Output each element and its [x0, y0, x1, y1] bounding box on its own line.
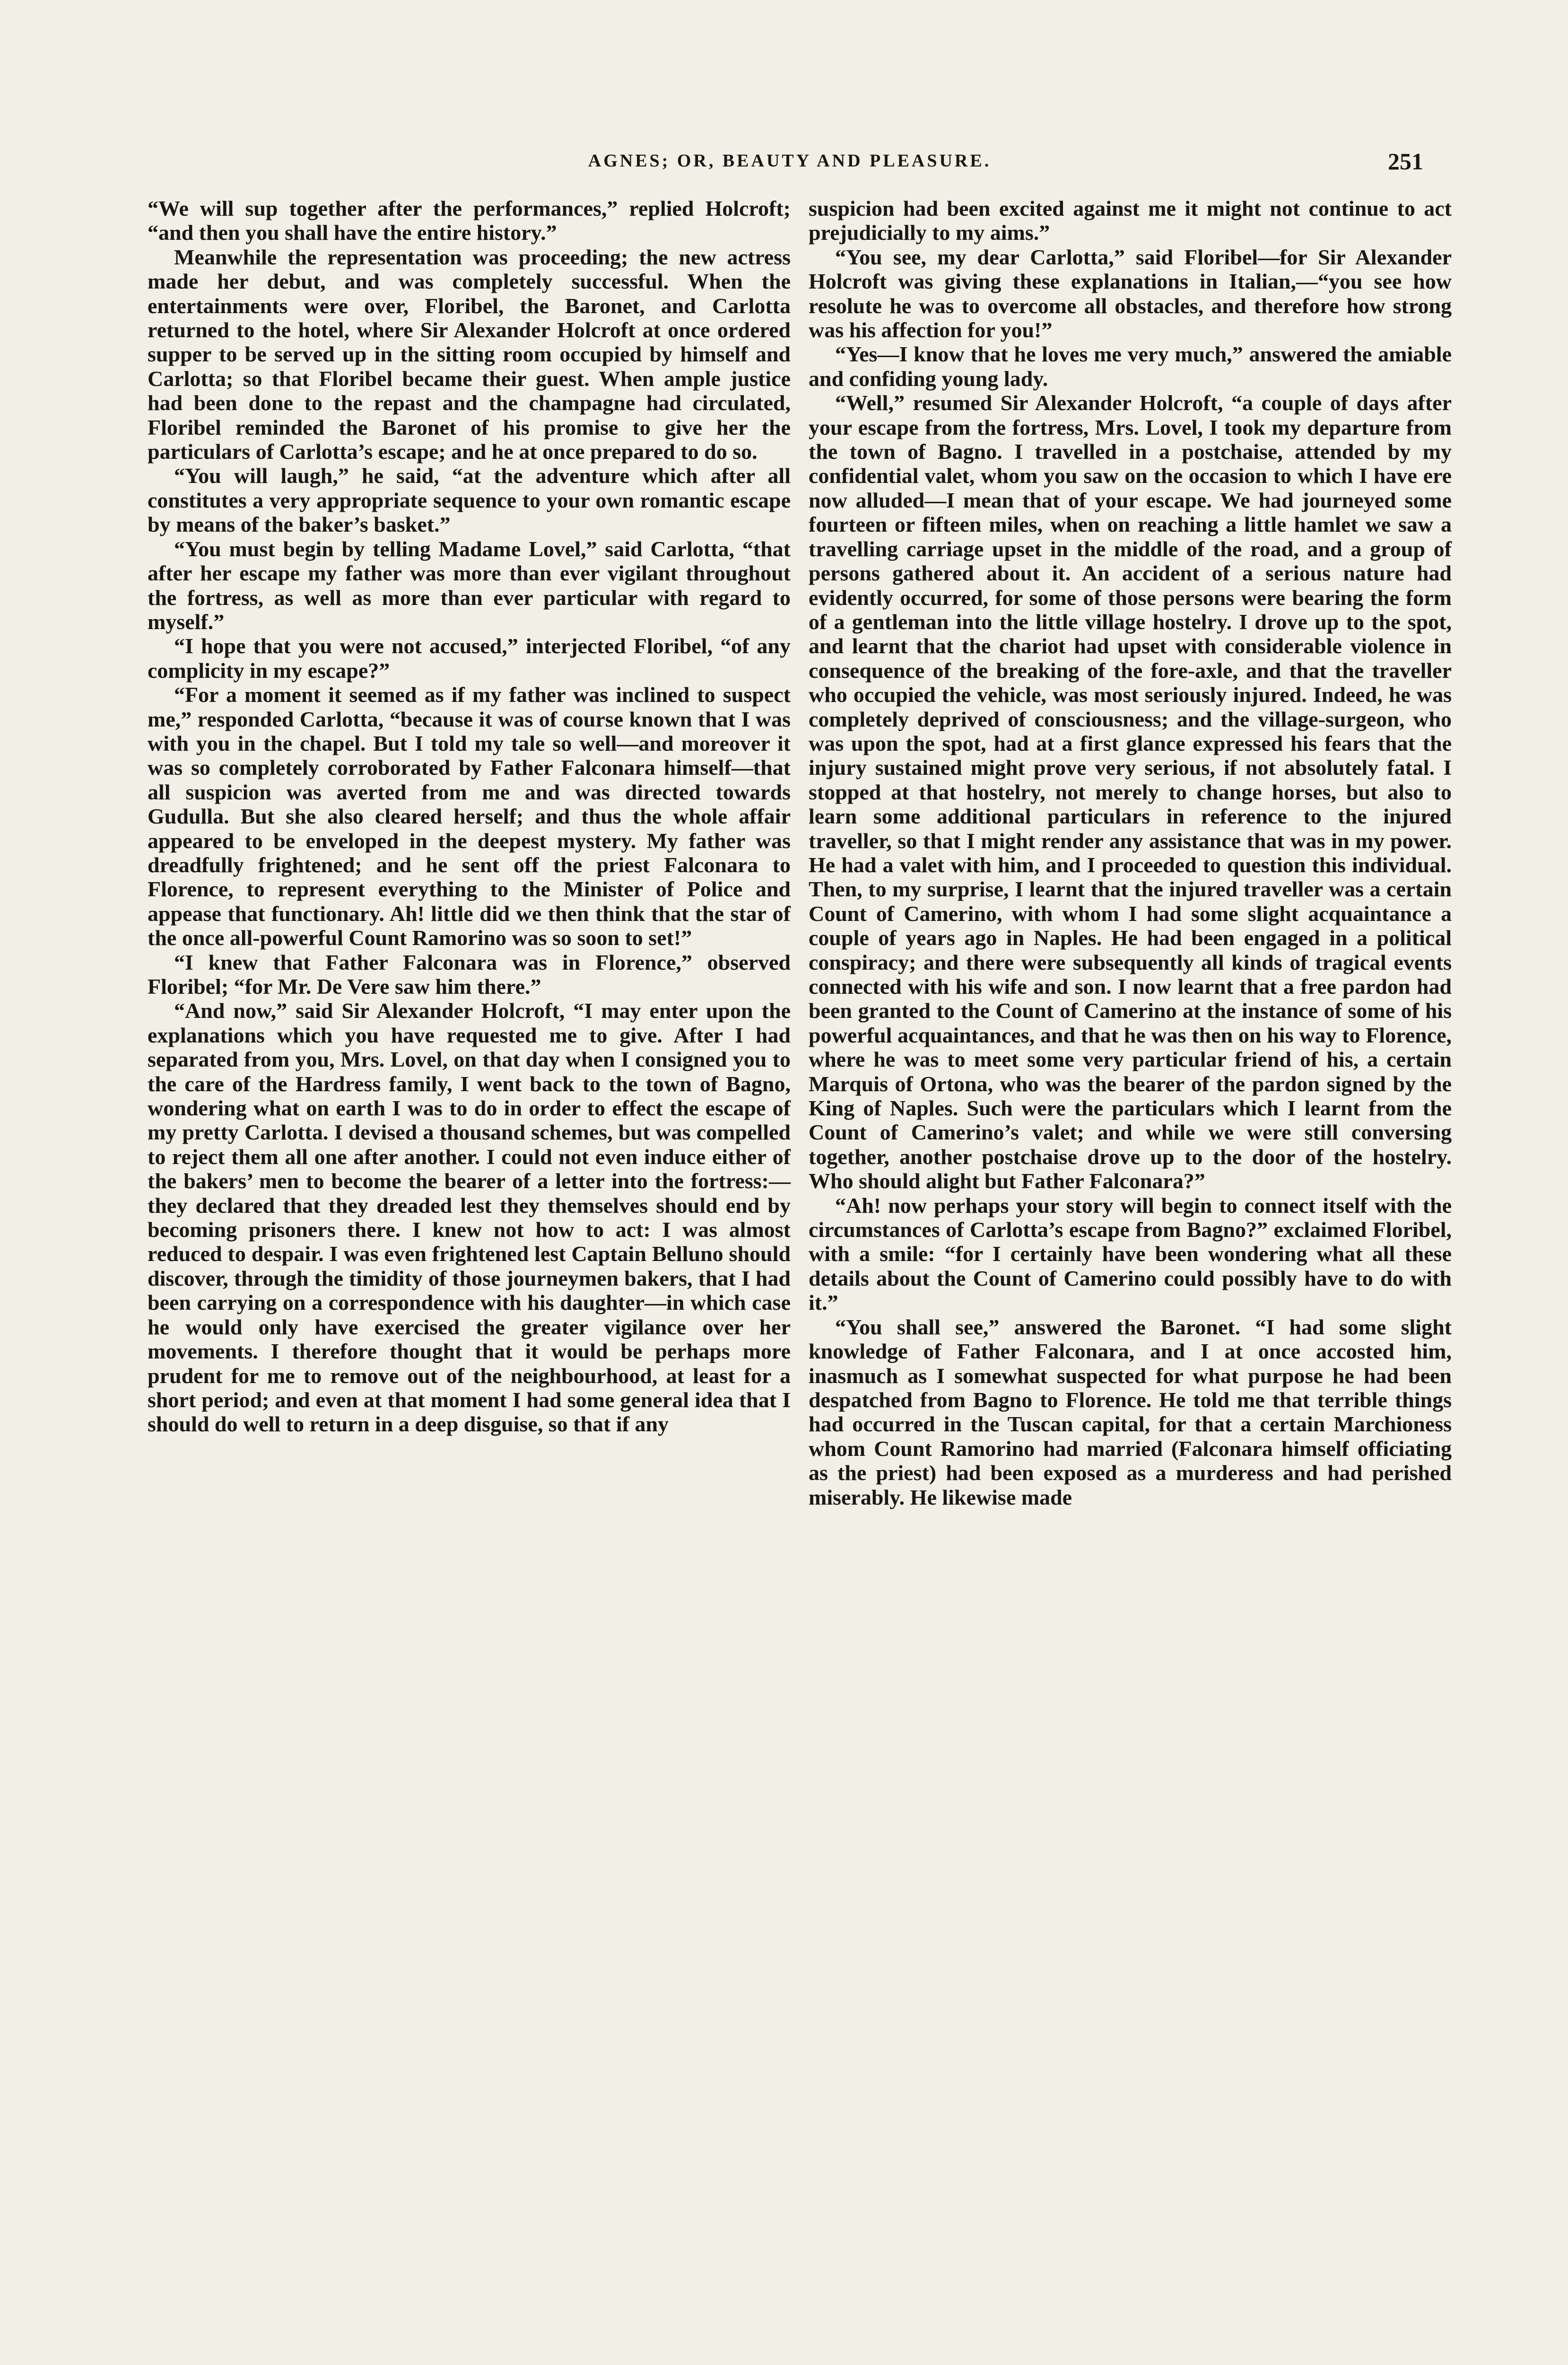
- paragraph: “Ah! now perhaps your story will begin to connect itself with the circumstances of Carlotta’s escape from Bagno?” exclaimed Floribel, with a smile: “for I certainly have been wondering what all these details about the Count of Camerino could possibly have to do with it.”: [809, 1193, 1452, 1315]
- paragraph: “I hope that you were not accused,” interjected Floribel, “of any complicity in my escape?”: [148, 634, 791, 683]
- paragraph: “For a moment it seemed as if my father was inclined to suspect me,” responded Carlotta, “because it was of course known that I was with you in the chapel. But I told my tale so well—and moreover it was so completely corroborated by Father Falconara himself—that all suspicion was averted from me and was directed towards Gudulla. But she also cleared herself; and thus the whole affair appeared to be enveloped in the deepest mystery. My father was dreadfully frightened; and he sent off the priest Falconara to Florence, to represent everything to the Minister of Police and appease that functionary. Ah! little did we then think that the star of the once all-powerful Count Ramorino was so soon to set!”: [148, 683, 791, 950]
- paragraph: “Well,” resumed Sir Alexander Holcroft, “a couple of days after your escape from the fortress, Mrs. Lovel, I took my departure from the town of Bagno. I travelled in a postchaise, attended by my confidential valet, whom you saw on the occasion to which I have ere now alluded—I mean that of your escape. We had journeyed some fourteen or fifteen miles, when on reaching a little hamlet we saw a travelling carriage upset in the middle of the road, and a group of persons gathered about it. An accident of a serious nature had evidently occurred, for some of those persons were bearing the form of a gentleman into the little village hostelry. I drove up to the spot, and learnt that the chariot had upset with considerable violence in consequence of the breaking of the fore-axle, and that the traveller who occupied the vehicle, was most seriously injured. Indeed, he was completely deprived of consciousness; and the village-surgeon, who was upon the spot, had at a first glance expressed his fears that the injury sustained might prove very serious, if not absolutely fatal. I stopped at that hostelry, not merely to change horses, but also to learn some additional particulars in reference to the injured traveller, so that I might render any assistance that was in my power. He had a valet with him, and I proceeded to question this individual. Then, to my surprise, I learnt that the injured traveller was a certain Count of Camerino, with whom I had some slight acquaintance a couple of years ago in Naples. He had been engaged in a political conspiracy; and there were subsequently all kinds of tragical events connected with his wife and son. I now learnt that a free pardon had been granted to the Count of Camerino at the instance of some of his powerful acquaintances, and that he was then on his way to Florence, where he was to meet some very particular friend of his, a certain Marquis of Ortona, who was the bearer of the pardon signed by the King of Naples. Such were the particulars which I learnt from the Count of Camerino’s valet; and while we were still conversing together, another postchaise drove up to the door of the hostelry. Who should alight but Father Falconara?”: [809, 391, 1452, 1193]
- running-title: AGNES; OR, BEAUTY AND PLEASURE.: [588, 151, 992, 171]
- paragraph: “Yes—I know that he loves me very much,” answered the amiable and confiding young lady.: [809, 342, 1452, 391]
- paragraph: “We will sup together after the performances,” replied Holcroft; “and then you shall have the entire history.”: [148, 196, 791, 245]
- running-head: [156, 150, 1423, 184]
- left-column: [148, 196, 791, 1437]
- paragraph: Meanwhile the representation was proceeding; the new actress made her debut, and was completely successful. When the entertainments were over, Floribel, the Baronet, and Carlotta returned to the hotel, where Sir Alexander Holcroft at once ordered supper to be served up in the sitting room occupied by himself and Carlotta; so that Floribel became their guest. When ample justice had been done to the repast and the champagne had circulated, Floribel reminded the Baronet of his promise to give her the particulars of Carlotta’s escape; and he at once prepared to do so.: [148, 245, 791, 464]
- paragraph: “You must begin by telling Madame Lovel,” said Carlotta, “that after her escape my father was more than ever vigilant throughout the fortress, as well as more than ever particular with regard to myself.”: [148, 536, 791, 634]
- paragraph: “I knew that Father Falconara was in Florence,” observed Floribel; “for Mr. De Vere saw him there.”: [148, 950, 791, 999]
- paragraph: “You see, my dear Carlotta,” said Floribel—for Sir Alexander Holcroft was giving these explanations in Italian,—“you see how resolute he was to overcome all obstacles, and therefore how strong was his affection for you!”: [809, 245, 1452, 342]
- paragraph: suspicion had been excited against me it might not continue to act prejudicially to my aims.”: [809, 196, 1452, 245]
- paragraph: “And now,” said Sir Alexander Holcroft, “I may enter upon the explanations which you have requested me to give. After I had separated from you, Mrs. Lovel, on that day when I consigned you to the care of the Hardress family, I went back to the town of Bagno, wondering what on earth I was to do in order to effect the escape of my pretty Carlotta. I devised a thousand schemes, but was compelled to reject them all one after another. I could not even induce either of the bakers’ men to become the bearer of a letter into the fortress:—they declared that they dreaded lest they themselves should end by becoming prisoners there. I knew not how to act: I was almost reduced to despair. I was even frightened lest Captain Belluno should discover, through the timidity of those journeymen bakers, that I had been carrying on a correspondence with his daughter—in which case he would only have exercised the greater vigilance over her movements. I therefore thought that it would be perhaps more prudent for me to remove out of the neighbourhood, at least for a short period; and even at that moment I had some general idea that I should do well to return in a deep disguise, so that if any: [148, 999, 791, 1437]
- paragraph: “You shall see,” answered the Baronet. “I had some slight knowledge of Father Falconara, and I at once accosted him, inasmuch as I somewhat suspected for what purpose he had been despatched from Bagno to Florence. He told me that terrible things had occurred in the Tuscan capital, for that a certain Marchioness whom Count Ramorino had married (Falconara himself officiating as the priest) had been exposed as a murderess and had perished miserably. He likewise made: [809, 1314, 1452, 1509]
- paragraph: “You will laugh,” he said, “at the adventure which after all constitutes a very appropriate sequence to your own romantic escape by means of the baker’s basket.”: [148, 464, 791, 537]
- page-number: 251: [1388, 148, 1423, 175]
- right-column: [809, 196, 1452, 1509]
